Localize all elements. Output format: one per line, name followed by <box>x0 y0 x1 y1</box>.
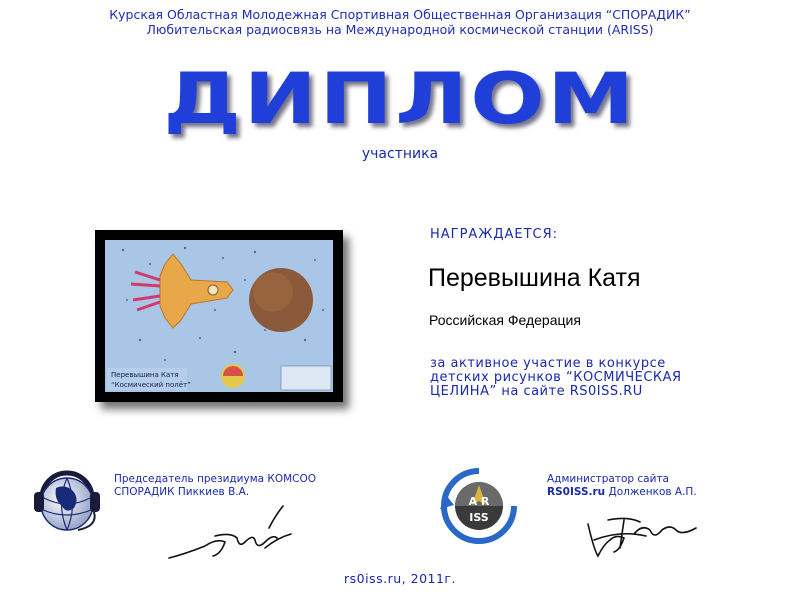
awarded-label: НАГРАЖДАЕТСЯ: <box>430 227 559 242</box>
child-drawing-image <box>105 240 333 392</box>
left-signatory-name: СПОРАДИК Пиккиев В.А. <box>114 486 250 498</box>
right-signatory <box>547 473 697 499</box>
right-signatory-title: Администратор сайта <box>547 473 669 485</box>
organization-subtitle: Любительская радиосвязь на Международной космической станции (ARISS) <box>146 22 654 37</box>
right-signatory-site: RS0ISS.ru <box>547 486 606 498</box>
drawing-caption-author: Перевышина Катя <box>111 371 179 379</box>
drawing-caption-title: “Космический полёт” <box>111 381 191 389</box>
ariss-logo-top-text: A R <box>468 495 490 508</box>
organization-header <box>0 7 800 37</box>
footer-site-year: rs0iss.ru, 2011г. <box>344 571 456 586</box>
right-signatory-name: Долженков А.П. <box>605 486 697 498</box>
award-reason <box>430 357 770 399</box>
diploma-subtitle: участника <box>361 146 439 162</box>
left-signatory <box>114 473 316 499</box>
award-reason-line: ЦЕЛИНА” на сайте RS0ISS.RU <box>430 384 643 399</box>
award-reason-line: детских рисунков “КОСМИЧЕСКАЯ <box>430 370 682 385</box>
sporadik-globe-logo <box>28 458 106 540</box>
right-signatory-name-line <box>547 486 697 499</box>
award-reason-line: за активное участие в конкурсе <box>430 356 666 371</box>
drawing-frame <box>95 230 343 402</box>
left-signatory-title: Председатель президиума КОМСОО <box>114 473 317 485</box>
right-signature-image <box>580 500 700 562</box>
organization-name: Курская Областная Молодежная Спортивная Общественная Организация “СПОРАДИК” <box>109 7 691 22</box>
left-signature-image <box>165 498 295 566</box>
ariss-logo-bottom-text: ISS <box>469 511 489 524</box>
recipient-country: Российская Федерация <box>429 312 581 328</box>
diploma-title: ДИПЛОМ <box>163 58 637 140</box>
recipient-name: Перевышина Катя <box>428 264 641 292</box>
ariss-logo <box>438 465 520 547</box>
